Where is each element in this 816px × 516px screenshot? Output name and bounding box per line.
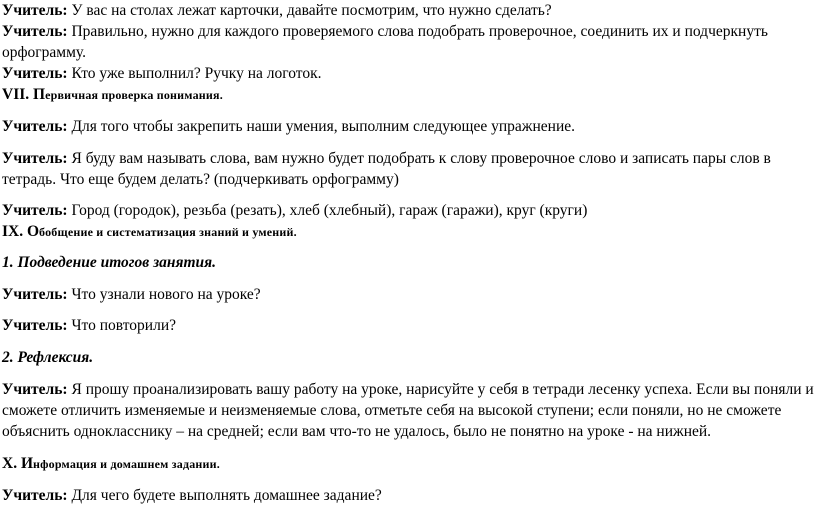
speaker-label: Учитель: xyxy=(2,317,68,334)
section-heading-vii: VII. Первичная проверка понимания. xyxy=(2,86,223,103)
dialogue-line-10 xyxy=(2,485,814,506)
speaker-label: Учитель: xyxy=(2,150,68,167)
dialogue-line-3 xyxy=(2,63,814,84)
speaker-label: Учитель: xyxy=(2,118,68,135)
dialogue-line-6 xyxy=(2,200,814,221)
dialogue-line-8 xyxy=(2,315,814,336)
subheading-reflection: 2. Рефлексия. xyxy=(2,349,94,366)
line-text: Для чего будете выполнять домашнее задание? xyxy=(71,487,382,504)
speaker-label: Учитель: xyxy=(2,381,68,398)
speaker-label: Учитель: xyxy=(2,202,68,219)
speaker-label: Учитель: xyxy=(2,286,68,303)
dialogue-line-7 xyxy=(2,284,814,305)
speaker-label: Учитель: xyxy=(2,65,68,82)
line-text: Кто уже выполнил? Ручку на логоток. xyxy=(71,65,322,82)
line-text: Правильно, нужно для каждого проверяемого слова подобрать проверочное, соединить их и подчеркнуть орфограмму. xyxy=(2,23,768,61)
speaker-label: Учитель: xyxy=(2,487,68,504)
line-text: Что узнали нового на уроке? xyxy=(71,286,261,303)
section-heading-ix: IX. Обобщение и систематизация знаний и умений. xyxy=(2,223,297,240)
dialogue-line-2 xyxy=(2,21,814,63)
line-text: Я буду вам называть слова, вам нужно будет подобрать к слову проверочное слово и записать пары слов в тетрадь. Что еще будем делать? (подчеркивать орфограмму) xyxy=(2,150,771,188)
speaker-label: Учитель: xyxy=(2,23,68,40)
dialogue-line-4 xyxy=(2,116,814,137)
line-text: Город (городок), резьба (резать), хлеб (хлебный), гараж (гаражи), круг (круги) xyxy=(71,202,588,219)
line-text: У вас на столах лежат карточки, давайте посмотрим, что нужно сделать? xyxy=(71,2,552,19)
line-text: Для того чтобы закрепить наши умения, выполним следующее упражнение. xyxy=(71,118,576,135)
section-heading-x: X. Информация и домашнем задании. xyxy=(2,455,220,472)
dialogue-line-5 xyxy=(2,148,814,190)
subheading-summary: 1. Подведение итогов занятия. xyxy=(2,254,216,271)
line-text: Я прошу проанализировать вашу работу на уроке, нарисуйте у себя в тетради лесенку успеха. Если вы поняли и сможете отличить изменяемые и неизменяемые слова, отметьте себя на высокой ступени; если поняли, но не сможете объяснить однокласснику – на средней; если вам что-то не удалось, было не понятно на уроке - на нижней. xyxy=(2,381,814,440)
dialogue-line-9 xyxy=(2,379,814,442)
line-text: Что повторили? xyxy=(71,317,177,334)
dialogue-line-1 xyxy=(2,0,814,21)
speaker-label: Учитель: xyxy=(2,2,68,19)
